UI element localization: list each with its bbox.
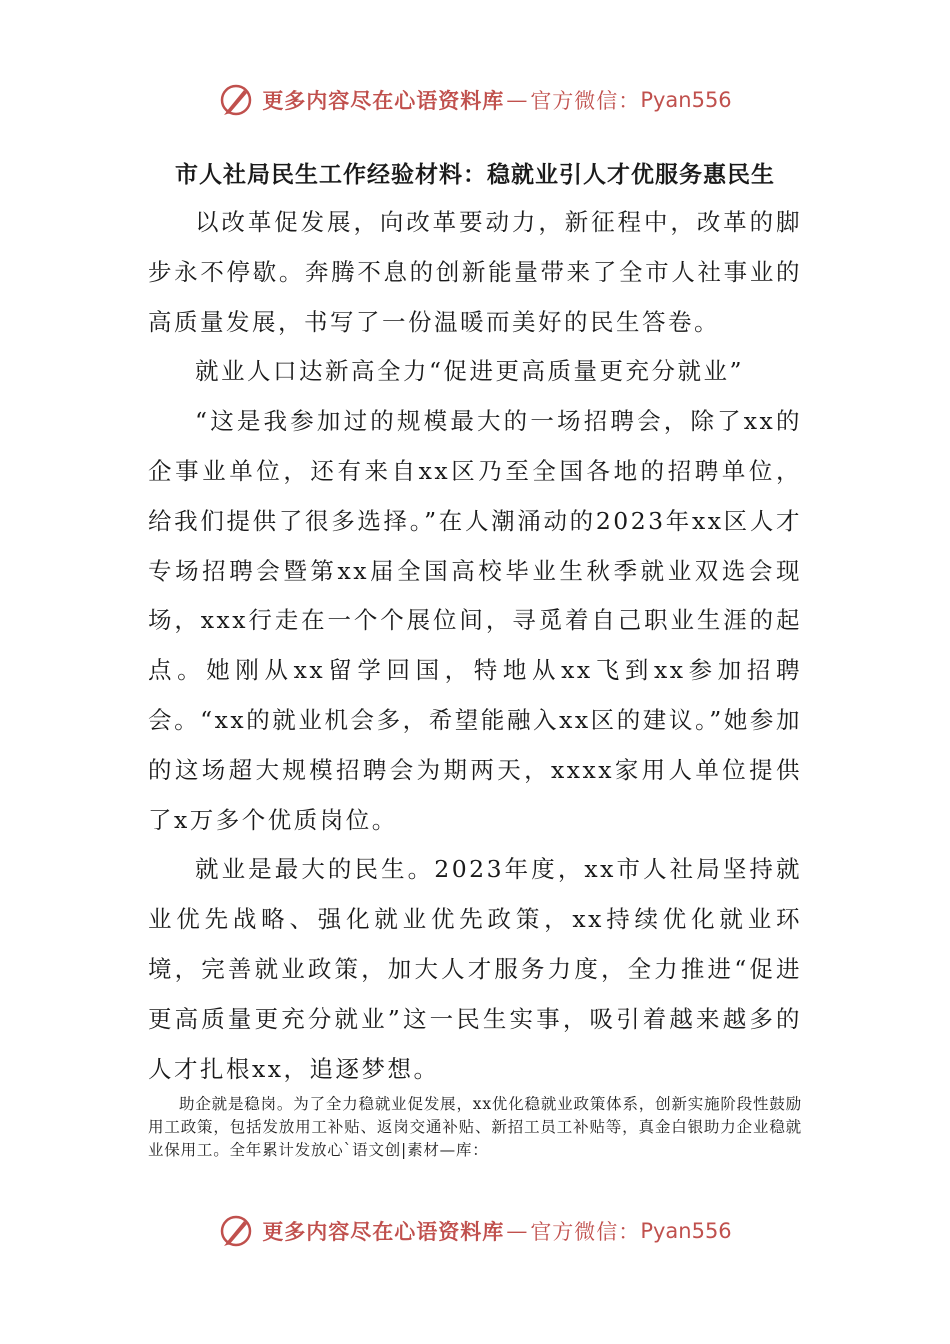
paragraph-support: 助企就是稳岗。为了全力稳就业促发展，xx优化稳就业政策体系，创新实施阶段性鼓励用工政策，包括发放用工补贴、返岗交通补贴、新招工员工补贴等，真金白银助力企业稳就业保用工。全年累计发放心`语文创|素材—库： <box>148 1095 802 1159</box>
watermark-id: Pyan556 <box>640 1219 732 1243</box>
paragraph-employment: 就业是最大的民生。2023年度，xx市人社局坚持就业优先战略、强化就业优先政策，xx持续优化就业环境，完善就业政策，加大人才服务力度，全力推进“促进更高质量更充分就业”这一民生实事，吸引着越来越多的人才扎根xx，追逐梦想。 <box>148 855 802 1083</box>
document-title: 市人社局民生工作经验材料：稳就业引人才优服务惠民生 <box>175 161 775 188</box>
watermark-separator: — <box>506 88 529 112</box>
paragraph-subheading: 就业人口达新高全力“促进更高质量更充分就业” <box>195 357 745 386</box>
paragraph-intro: 以改革促发展，向改革要动力，新征程中，改革的脚步永不停歇。奔腾不息的创新能量带来了全市人社事业的高质量发展，书写了一份温暖而美好的民生答卷。 <box>148 208 802 336</box>
watermark-separator: — <box>506 1219 529 1243</box>
document-body <box>148 198 802 1094</box>
paragraph-quote: “这是我参加过的规模最大的一场招聘会，除了xx的企事业单位，还有来自xx区乃至全国各地的招聘单位，给我们提供了很多选择。”在人潮涌动的2023年xx区人才专场招聘会暨第xx届全国高校毕业生秋季就业双选会现场，xxx行走在一个个展位间，寻觅着自己职业生涯的起点。她刚从xx留学回国，特地从xx飞到xx参加招聘会。“xx的就业机会多，希望能融入xx区的建议。”她参加的这场超大规模招聘会为期两天，xxxx家用人单位提供了x万多个优质岗位。 <box>148 407 802 834</box>
watermark-id: Pyan556 <box>640 88 732 112</box>
watermark-brand: 更多内容尽在心语资料库 <box>262 88 505 113</box>
watermark-brand: 更多内容尽在心语资料库 <box>262 1219 505 1244</box>
pen-icon <box>218 82 254 118</box>
watermark-footer <box>0 1213 950 1249</box>
watermark-header <box>0 82 950 118</box>
watermark-official: 官方微信： <box>530 1220 641 1244</box>
watermark-official: 官方微信： <box>530 89 641 113</box>
pen-icon <box>218 1213 254 1249</box>
document-small-text <box>148 1093 802 1162</box>
